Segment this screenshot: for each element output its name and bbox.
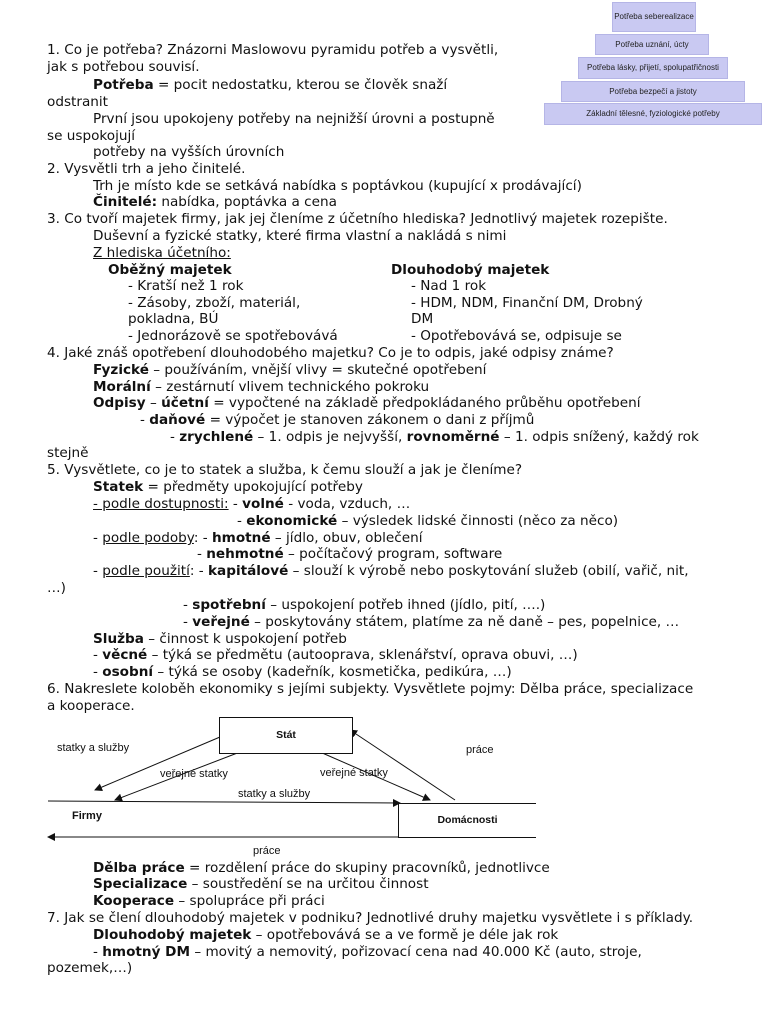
text-line: Služba – činnost k uspokojení potřeb [93, 631, 347, 647]
label-prace-right: práce [466, 744, 494, 756]
text-line: DM [411, 311, 434, 327]
text-line: - Nad 1 rok [411, 278, 487, 294]
text-line: odstranit [47, 94, 108, 110]
text-line: potřeby na vyšších úrovních [93, 144, 285, 160]
text-span: = pocit nedostatku, kterou se člověk snaží [153, 77, 448, 93]
text-span: nabídka, poptávka a cena [157, 194, 337, 210]
label-statky-sluzby-left: statky a služby [57, 742, 130, 754]
text-line: - Opotřebovává se, odpisuje se [411, 328, 622, 344]
text-line: Morální – zestárnutí vlivem technického pokroku [93, 379, 430, 395]
text-line: pokladna, BÚ [128, 311, 219, 327]
text-line: Fyzické – používáním, vnější vlivy = skutečné opotřebení [93, 362, 487, 378]
text-line: Specializace – soustředění se na určitou činnost [93, 876, 429, 892]
text-line: a kooperace. [47, 698, 135, 714]
text-line: - podle použití: - kapitálové – slouží k výrobě nebo poskytování služeb (obilí, vařič, nit, [93, 563, 689, 579]
text-line: …) [47, 580, 66, 596]
text-line: Kooperace – spolupráce při práci [93, 893, 325, 909]
text-line: První jsou upokojeny potřeby na nejnižší úrovni a postupně [93, 111, 495, 127]
text-line: - spotřební – uspokojení potřeb ihned (jídlo, pití, ….) [183, 597, 546, 613]
question-7: 7. Jak se člení dlouhodobý majetek v podniku? Jednotlivé druhy majetku vysvětlete i s příklady. [47, 910, 694, 926]
node-firmy [46, 800, 48, 836]
label-statky-sluzby-mid: statky a služby [238, 788, 311, 800]
node-firmy-label: Firmy [72, 810, 102, 822]
text-line: Duševní a fyzické statky, které firma vlastní a nakládá s nimi [93, 228, 507, 244]
question-3: 3. Co tvoří majetek firmy, jak jej členíme z účetního hlediska? Jednotlivý majetek rozepište. [47, 211, 668, 227]
text-line: stejně [47, 445, 89, 461]
text-line: se uspokojují [47, 128, 136, 144]
text-line: Statek = předměty upokojující potřeby [93, 479, 363, 495]
pyramid-level-2: Potřeba bezpečí a jistoty [561, 81, 745, 102]
text-line: - věcné – týká se předmětu (autooprava, sklenářství, oprava obuvi, …) [93, 647, 578, 663]
text-line: - nehmotné – počítačový program, software [197, 546, 503, 562]
label-verejne-statky-right: veřejné statky [320, 767, 388, 779]
subheading: Z hlediska účetního: [93, 245, 231, 261]
pyramid-level-5: Potřeba seberealizace [612, 2, 696, 32]
text-line: - Kratší než 1 rok [128, 278, 244, 294]
node-stat: Stát [219, 717, 353, 754]
text-line: Odpisy – účetní = vypočtené na základě předpokládaného průběhu opotřebení [93, 395, 641, 411]
text-line: - HDM, NDM, Finanční DM, Drobný [411, 295, 643, 311]
pyramid-level-3: Potřeba lásky, přijetí, spolupatřičnosti [578, 57, 728, 79]
question-2: 2. Vysvětli trh a jeho činitelé. [47, 161, 246, 177]
text-line: - podle podoby: - hmotné – jídlo, obuv, oblečení [93, 530, 423, 546]
arrow-firmy-to-domacnosti-goods [48, 801, 400, 803]
term: Činitelé: [93, 194, 158, 210]
question-6: 6. Nakreslete koloběh ekonomiky s jejími subjekty. Vysvětlete pojmy: Dělba práce, specializace [47, 681, 694, 697]
text-line: - Jednorázově se spotřebovává [128, 328, 338, 344]
question-4: 4. Jaké znáš opotřebení dlouhodobého majetku? Co je to odpis, jaké odpisy známe? [47, 345, 614, 361]
text-line: - osobní – týká se osoby (kadeřník, kosmetička, pedikúra, …) [93, 664, 512, 680]
column-heading: Dlouhodobý majetek [391, 262, 550, 278]
label-prace-bottom: práce [253, 845, 281, 857]
question-5: 5. Vysvětlete, co je to statek a služba, k čemu slouží a jak je členíme? [47, 462, 523, 478]
text-line: Dělba práce = rozdělení práce do skupiny pracovníků, jednotlivce [93, 860, 550, 876]
text-line: - Zásoby, zboží, materiál, [128, 295, 301, 311]
text-line: - podle dostupnosti: - volné - voda, vzduch, … [93, 496, 411, 512]
text-line: - veřejné – poskytovány státem, platíme za ně daně – pes, popelnice, … [183, 614, 680, 630]
text-line: Trh je místo kde se setkává nabídka s poptávkou (kupující x prodávající) [93, 178, 582, 194]
text-line: jak s potřebou souvisí. [47, 59, 200, 75]
text-line: - zrychlené – 1. odpis je nejvyšší, rovnoměrné – 1. odpis snížený, každý rok [170, 429, 699, 445]
text-line: Dlouhodobý majetek – opotřebovává se a ve formě je déle jak rok [93, 927, 559, 943]
text-line: pozemek,…) [47, 960, 133, 976]
column-heading: Oběžný majetek [108, 262, 232, 278]
label-verejne-statky-left: veřejné statky [160, 768, 228, 780]
term: Potřeba [93, 77, 154, 93]
text-line: - ekonomické – výsledek lidské činnosti (něco za něco) [237, 513, 619, 529]
question-1: 1. Co je potřeba? Znázorni Maslowovu pyramidu potřeb a vysvětli, [47, 42, 499, 58]
text-line: - daňové = výpočet je stanoven zákonem o dani z příjmů [140, 412, 535, 428]
text-line: - hmotný DM – movitý a nemovitý, pořizovací cena nad 40.000 Kč (auto, stroje, [93, 944, 642, 960]
node-domacnosti: Domácnosti [398, 803, 536, 838]
pyramid-level-4: Potřeba uznání, úcty [595, 34, 709, 55]
pyramid-level-1: Základní tělesné, fyziologické potřeby [544, 103, 762, 125]
